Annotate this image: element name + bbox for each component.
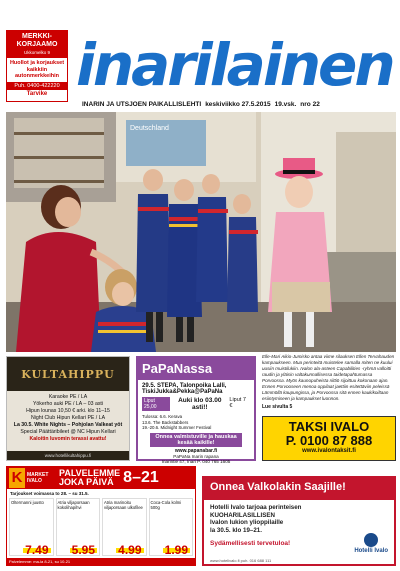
ad-corner-title: MERKKI- KORJAAMO Ukkomelko 9 (7, 31, 67, 58)
market-footer: Palvelemme: ma-la 8-21, su 10-21 (7, 558, 195, 565)
ad-corner-text: Huollot ja korjaukset kaikkiin autonmerkkeihin (9, 60, 65, 79)
papana-age: Liput 7 € (229, 397, 246, 409)
cover-photo[interactable] (6, 112, 396, 352)
papana-event: 29.5. STEPA, Talonpoika Lalli, TiskiJukka&Pekka@PaPaNa (142, 383, 227, 395)
classroom-sign: Deutschland (130, 125, 169, 132)
newspaper-logo[interactable]: inarilainen (76, 31, 393, 99)
papana-website[interactable]: www.papanabar.fi (174, 447, 218, 454)
k-market-ad[interactable] (6, 466, 196, 566)
papana-ad[interactable] (136, 356, 256, 464)
kultahippu-ad[interactable] (6, 356, 130, 461)
k-logo: K (9, 468, 25, 488)
slogan: INARIN JA UTSJOEN PAIKALLISLEHTI (82, 101, 202, 108)
kultahippu-url[interactable]: www.hotellikultahippu.fi (7, 451, 129, 460)
offer-price: 7.49 (25, 543, 49, 557)
hotelli-ivalo-ad[interactable] (202, 476, 396, 566)
taxi-website[interactable]: www.ivalontaksit.fi (302, 448, 356, 454)
kultahippu-body: Karaoke PE / LA Yökerho auki PE / LA – 03 asti Hipun lounas 10,50 € arki. klo 11–15 Night Club Hipun Kellari PE / LA La 30.5. White Nights – Pohjolan Valkeat yöt Special Päättäribileet @ NC Hipun Kellari Kaloitin luvomin terassi avattu! (13, 394, 123, 442)
offer-card[interactable]: Coca-Cola kolmi 500g 1.99 (149, 498, 194, 556)
market-offers (7, 498, 195, 556)
offer-card[interactable]: Atria viljaporsaan kokolihapihvi 5.95 (56, 498, 101, 556)
market-headline-2: JOKA PÄIVÄ (59, 477, 114, 487)
classroom-scene (6, 112, 396, 352)
papana-schedule: Tulossa: 6.6. Kerava 13.6. The Backstabbers 19.-20.6. Midnight Summer Festival (142, 414, 212, 431)
market-name: MARKET IVALO (27, 472, 49, 484)
hotel-headline: Onnea Valkolakin Saajille! (204, 478, 394, 500)
papana-address: Inarintie 47, Inari P. 040 765 1605 (161, 458, 231, 464)
issue-number: nro 22 (300, 101, 320, 108)
papana-open: Auki klo 03.00 asti!! (178, 397, 222, 411)
volume: 19.vsk. (274, 101, 297, 108)
ad-corner-brand: Tarvike (26, 90, 48, 97)
offer-card[interactable]: Atria marinoitu viljaporsaan ulkofilee 4.99 (102, 498, 147, 556)
market-validity: Tarjoukset voimassa to 28. – su 31.5. (10, 491, 89, 496)
masthead-subline (82, 101, 392, 108)
taksi-ivalo-ad[interactable] (262, 416, 396, 461)
offer-price: 1.99 (164, 543, 188, 557)
papana-title: PaPaNassa (138, 358, 254, 380)
papana-highlight: Onnea valmistuville ja hauskaa kesää kaikille! (150, 433, 242, 447)
market-hours: 8–21 (123, 469, 159, 486)
photo-caption: Elle-Mari Aikio-Jumisko antaa viime silauksen Ellen Tervahauden kampaukseen. Mua perinteitä muistelee samalla miten ne kuului uusiin muistilukiin. Ivalon ala-asteen Capabilities -ryhmä valloitti raudin ja yläisin valtakunnallisessa taidetapahtumassa Porvoossa. Myös kaunopuheista riittiö sijoittuu kokonaan ajan. Ennen Porvooseen menoa oppilaat jaettiin esitettäviin peleissä Lämmöllä kaupungissa, ja Porvoossa sitä ennen kaukikoiltaan esiintymiseen ja kampaukset luonnon. (262, 354, 395, 401)
ad-corner-phone: Puh. 0400-422220 (7, 82, 67, 90)
read-more-link[interactable]: Lue sivulta 5 (262, 404, 293, 410)
hotel-footer: www.hotelivalo.fi puh. 016 688 111 (210, 558, 272, 563)
papana-ticket: Liput 25,00 (142, 397, 170, 411)
taxi-name: TAKSI IVALO (288, 419, 370, 434)
hotel-body: Hotelli Ivalo tarjoaa perinteisen KUOHARILASILLISEN Ivalon lukion ylioppilaille la 30.5. klo 19–21. (210, 504, 302, 534)
market-headline-1: PALVELEMME (59, 468, 121, 478)
hotel-welcome: Sydämellisesti tervetuloa! (210, 540, 291, 548)
taxi-phone: P. 0100 87 888 (285, 433, 373, 448)
kultahippu-logo: KULTAHIPPU (7, 357, 129, 391)
hotel-logo: Hotelli Ivalo (354, 533, 388, 554)
papana-facebook: PaPaNa Inarin rapana (173, 453, 219, 459)
merkkikorjaamo-ad[interactable] (6, 30, 68, 102)
offer-price: 5.95 (71, 543, 95, 557)
offer-card[interactable]: Oltermanni juusto 7.49 (9, 498, 54, 556)
offer-price: 4.99 (118, 543, 142, 557)
hotel-logo-icon (364, 533, 378, 547)
issue-date: keskiviikko 27.5.2015 (205, 101, 271, 108)
